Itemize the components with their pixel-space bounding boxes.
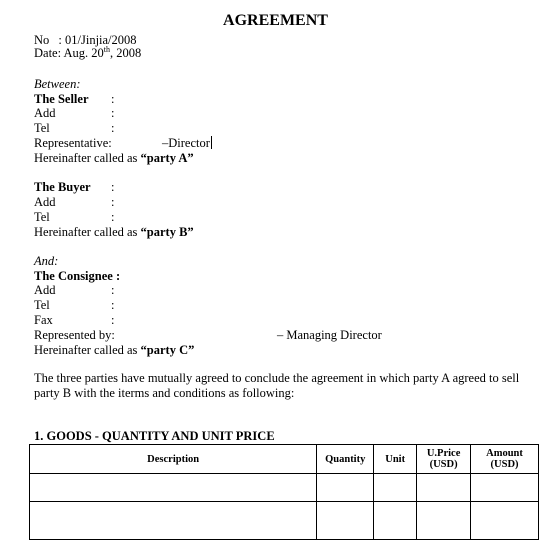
buyer-heading: The Buyer — [34, 180, 91, 194]
seller-called-prefix: Hereinafter called as — [34, 151, 141, 165]
seller-add-label: Add — [34, 106, 56, 120]
seller-heading-colon: : — [111, 92, 115, 106]
buyer-tel-label: Tel — [34, 210, 50, 224]
table-cell[interactable] — [374, 474, 417, 502]
table-cell[interactable] — [374, 502, 417, 540]
seller-party-name: “party A” — [140, 151, 194, 165]
table-cell[interactable] — [30, 474, 317, 502]
document-title: AGREEMENT — [223, 12, 328, 29]
goods-col-quantity: Quantity — [317, 445, 374, 474]
consignee-called-prefix: Hereinafter called as — [34, 343, 141, 357]
consignee-fax-label: Fax — [34, 313, 53, 327]
goods-col-unit-price-line1: U.Price — [426, 448, 461, 459]
table-cell[interactable] — [471, 474, 539, 502]
consignee-add-label: Add — [34, 283, 56, 297]
consignee-add-colon: : — [111, 283, 115, 297]
text-cursor — [211, 136, 212, 149]
table-cell[interactable] — [317, 502, 374, 540]
buyer-tel-colon: : — [111, 210, 115, 224]
consignee-tel-colon: : — [111, 298, 115, 312]
agreement-paragraph: The three parties have mutually agreed to conclude the agreement in which party A agreed to sell party B with the iterms and conditions as following: — [34, 371, 520, 400]
consignee-called-as — [34, 343, 194, 357]
and-label: And: — [34, 254, 59, 268]
table-cell[interactable] — [417, 502, 471, 540]
buyer-add-label: Add — [34, 195, 56, 209]
agreement-number-value: : 01/Jinjia/2008 — [58, 33, 137, 47]
goods-col-amount-line2: (USD) — [490, 459, 519, 470]
goods-col-amount-line1: Amount — [486, 448, 523, 459]
consignee-heading: The Consignee : — [34, 269, 121, 283]
seller-heading: The Seller — [34, 92, 89, 106]
consignee-represented-label: Represented by: — [34, 328, 115, 342]
seller-tel-colon: : — [111, 121, 115, 135]
consignee-fax-colon: : — [111, 313, 115, 327]
goods-col-amount — [471, 445, 539, 474]
buyer-called-prefix: Hereinafter called as — [34, 225, 141, 239]
seller-add-colon: : — [111, 106, 115, 120]
buyer-heading-colon: : — [111, 180, 115, 194]
goods-col-unit: Unit — [374, 445, 417, 474]
seller-representative-title-text: –Director — [162, 136, 210, 150]
table-cell[interactable] — [417, 474, 471, 502]
table-cell[interactable] — [30, 502, 317, 540]
table-cell[interactable] — [317, 474, 374, 502]
consignee-party-name: “party C” — [140, 343, 195, 357]
goods-table — [29, 444, 539, 540]
goods-col-unit-price — [417, 445, 471, 474]
agreement-date-suffix: , 2008 — [110, 46, 142, 60]
goods-col-description: Description — [30, 445, 317, 474]
between-label: Between: — [34, 77, 81, 91]
agreement-date-sup: th — [103, 44, 111, 54]
seller-representative-label: Representative: — [34, 136, 112, 150]
agreement-date-prefix: Date: Aug. 20 — [34, 46, 104, 60]
seller-tel-label: Tel — [34, 121, 50, 135]
seller-representative-title[interactable] — [162, 136, 212, 150]
buyer-add-colon: : — [111, 195, 115, 209]
goods-col-unit-price-line2: (USD) — [429, 459, 458, 470]
table-row — [30, 502, 539, 540]
buyer-party-name: “party B” — [140, 225, 194, 239]
table-cell[interactable] — [471, 502, 539, 540]
consignee-tel-label: Tel — [34, 298, 50, 312]
consignee-represented-title: – Managing Director — [277, 328, 382, 342]
seller-called-as — [34, 151, 194, 165]
goods-table-header-row — [30, 445, 539, 474]
agreement-number-label: No — [34, 33, 50, 47]
table-row — [30, 474, 539, 502]
agreement-number-line — [34, 33, 137, 47]
buyer-called-as — [34, 225, 194, 239]
agreement-date-line — [34, 46, 141, 60]
section-goods-title: 1. GOODS - QUANTITY AND UNIT PRICE — [34, 429, 275, 443]
